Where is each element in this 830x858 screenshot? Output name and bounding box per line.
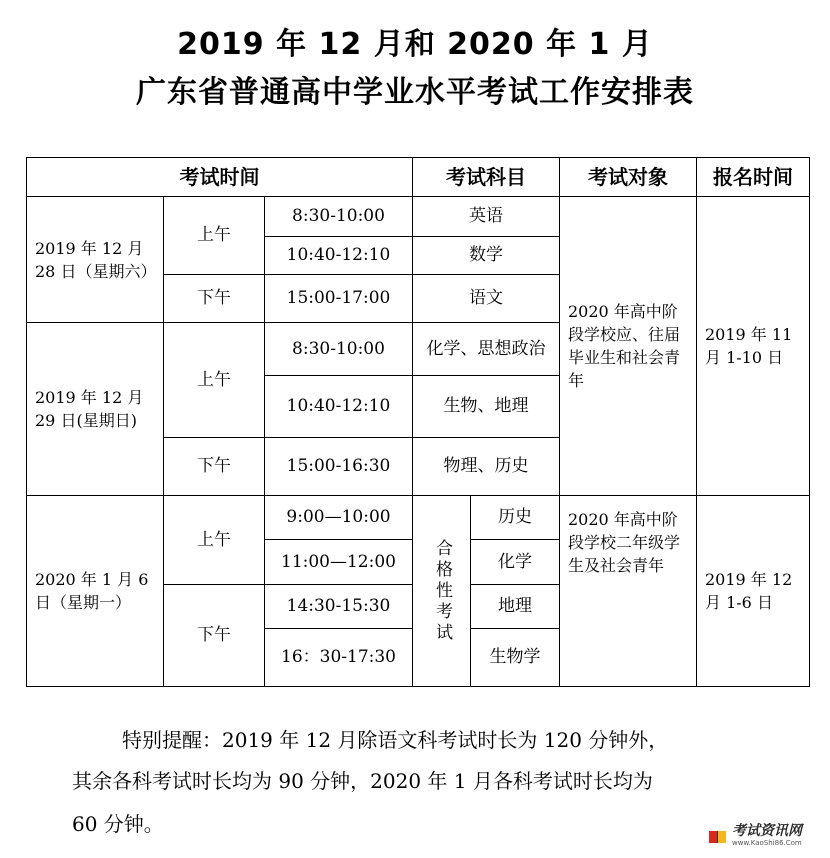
exam-target-cell: 2020 年高中阶段学校二年级学生及社会青年 <box>568 510 681 575</box>
site-watermark <box>708 822 824 852</box>
watermark-url: www.KaoShi86.Com <box>732 839 802 847</box>
exam-category-label: 合格性考试 <box>432 538 452 644</box>
subject-cell: 化学 <box>498 551 532 572</box>
period-am: 上午 <box>197 529 231 550</box>
time-slot: 16：30-17:30 <box>281 647 396 667</box>
time-slot: 14:30-15:30 <box>286 596 391 616</box>
subject-cell: 历史 <box>498 507 532 527</box>
period-pm: 下午 <box>197 288 231 308</box>
period-pm: 下午 <box>197 456 231 476</box>
header-exam-time: 考试时间 <box>179 164 260 189</box>
exam-category-cell <box>413 496 470 686</box>
time-slot: 10:40-12:10 <box>286 245 391 265</box>
time-slot: 8:30-10:00 <box>292 338 385 359</box>
exam-target-cell: 2020 年高中阶段学校应、往届毕业生和社会青年 <box>568 302 681 390</box>
title-line-2: 广东省普通高中学业水平考试工作安排表 <box>136 75 694 110</box>
time-slot: 11:00—12:00 <box>281 551 396 572</box>
header-exam-target: 考试对象 <box>588 164 668 189</box>
period-am: 上午 <box>197 225 231 245</box>
table-border-right <box>809 157 810 687</box>
subject-cell: 语文 <box>469 288 503 308</box>
period-am: 上午 <box>197 369 231 390</box>
register-time-cell: 2019 年 12 月 1-6 日 <box>705 570 793 612</box>
book-icon <box>708 827 728 847</box>
time-slot: 15:00-16:30 <box>286 456 391 476</box>
header-exam-subject: 考试科目 <box>446 164 526 189</box>
subject-cell: 数学 <box>469 245 503 265</box>
date-cell: 2019 年 12 月 29 日(星期日) <box>35 388 144 430</box>
note-line: 特别提醒：2019 年 12 月除语文科考试时长为 120 分钟外， <box>122 728 669 752</box>
date-cell: 2020 年 1 月 6 日（星期一） <box>35 570 149 612</box>
period-pm: 下午 <box>197 625 231 645</box>
subject-cell: 物理、历史 <box>443 456 529 476</box>
watermark-text: 考试资讯网 <box>732 823 802 839</box>
subject-cell: 化学、思想政治 <box>426 338 546 359</box>
subject-cell: 英语 <box>469 206 503 226</box>
subject-cell: 地理 <box>498 596 532 616</box>
subject-cell: 生物学 <box>489 647 541 667</box>
header-register-time: 报名时间 <box>713 164 793 189</box>
subject-cell: 生物、地理 <box>443 396 529 416</box>
note-line: 60 分钟。 <box>72 812 164 836</box>
register-time-cell: 2019 年 11 月 1-10 日 <box>705 325 793 367</box>
note-line: 其余各科考试时长均为 90 分钟，2020 年 1 月各科考试时长均为 <box>72 769 653 793</box>
date-cell: 2019 年 12 月 28 日（星期六） <box>35 238 157 281</box>
time-slot: 8:30-10:00 <box>292 206 385 226</box>
time-slot: 15:00-17:00 <box>286 288 391 308</box>
time-slot: 9:00—10:00 <box>286 507 391 527</box>
time-slot: 10:40-12:10 <box>286 396 391 416</box>
table-border-bottom <box>26 686 810 687</box>
title-line-1: 2019 年 12 月和 2020 年 1 月 <box>177 27 653 62</box>
